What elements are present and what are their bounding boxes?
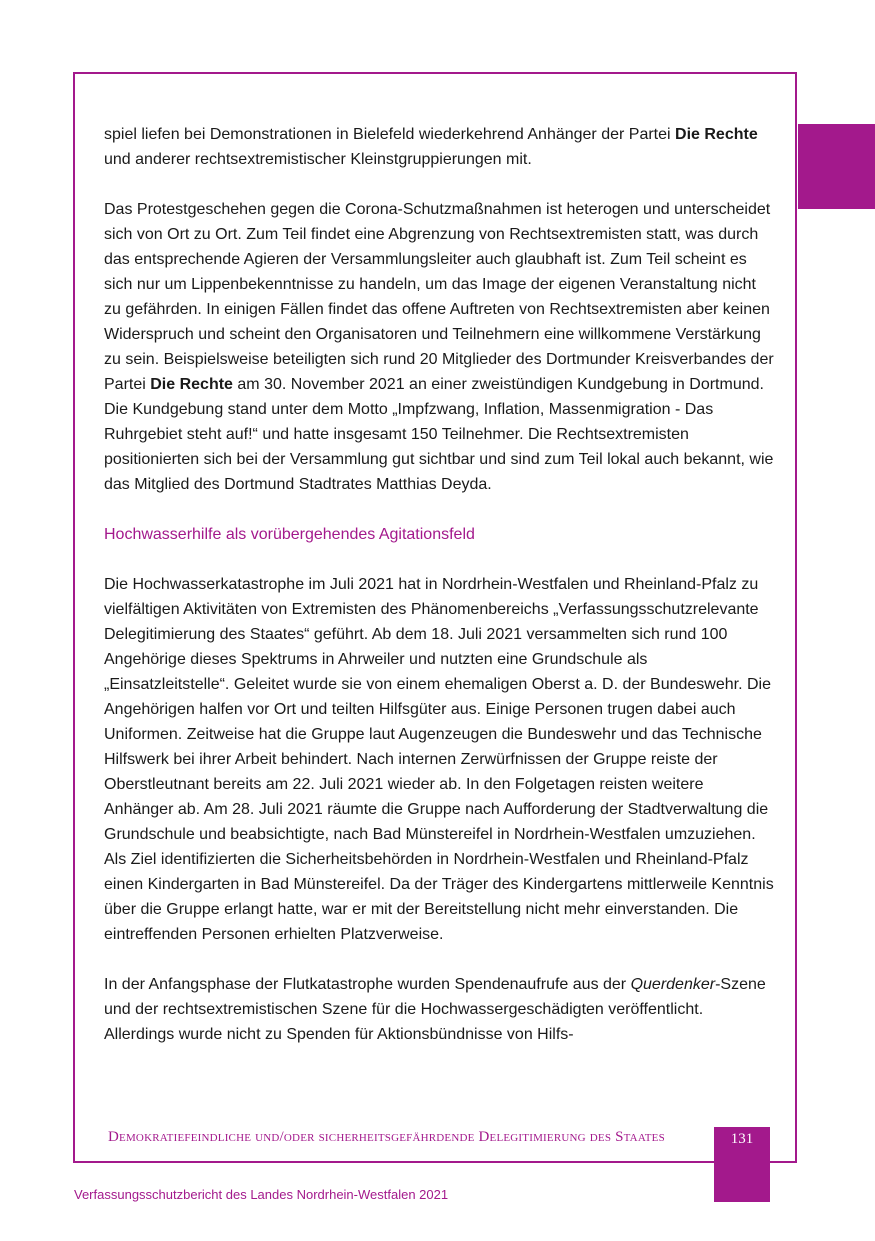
party-name-bold: Die Rechte xyxy=(675,126,758,143)
paragraph-1: spiel liefen bei Demonstrationen in Bielefeld wiederkehrend Anhänger der Partei Die Rechte und anderer rechtsextremistischer Kleinstgruppierungen mit. xyxy=(104,126,758,168)
querdenker-italic: Querdenker xyxy=(630,976,716,993)
party-name-bold: Die Rechte xyxy=(150,376,233,393)
chapter-side-tab xyxy=(798,124,875,209)
body-text xyxy=(104,122,774,1072)
report-title: Verfassungsschutzbericht des Landes Nordrhein-Westfalen 2021 xyxy=(74,1187,449,1202)
page-number: 131 xyxy=(730,1131,754,1147)
running-footer-chapter-title: Demokratiefeindliche und/oder sicherheitsgefährdende Delegitimierung des Staates xyxy=(108,1129,665,1145)
section-heading: Hochwasserhilfe als vorübergehendes Agitationsfeld xyxy=(104,526,475,543)
paragraph-3: Die Hochwasserkatastrophe im Juli 2021 hat in Nordrhein-Westfalen und Rheinland-Pfalz zu vielfältigen Aktivitäten von Extremisten des Phänomenbereichs „Verfassungsschutzrelevante Delegitimierung des Staates“ geführt. Ab dem 18. Juli 2021 versammelten sich rund 100 Angehörige dieses Spektrums in Ahrweiler und nutzten eine Grundschule als „Einsatzleitstelle“. Geleitet wurde sie von einem ehemaligen Oberst a. D. der Bundeswehr. Die Angehörigen halfen vor Ort und teilten Hilfsgüter aus. Einige Personen trugen dabei auch Uniformen. Zeitweise hat die Gruppe laut Augenzeugen die Bundeswehr und das Technische Hilfswerk bei ihrer Arbeit behindert. Nach internen Zerwürfnissen der Gruppe reiste der Oberstleutnant bereits am 22. Juli 2021 wieder ab. In den Folgetagen reisten weitere Anhänger ab. Am 28. Juli 2021 räumte die Gruppe nach Aufforderung der Stadtverwaltung die Grundschule und beabsichtigte, nach Bad Münstereifel in Nordrhein-Westfalen umzuziehen. Als Ziel identifizierten die Sicherheitsbehörden in Nordrhein-Westfalen und Rheinland-Pfalz einen Kindergarten in Bad Münstereifel. Da der Träger des Kindergartens mittlerweile Kenntnis über die Gruppe erlangt hatte, war er mit der Bereitstellung nicht mehr einverstanden. Die eintreffenden Personen erhielten Platzverweise. xyxy=(104,576,774,943)
page-number-box xyxy=(714,1127,770,1202)
paragraph-4: In der Anfangsphase der Flutkatastrophe wurden Spendenaufrufe aus der Querdenker-Szene und der rechtsextremistischen Szene für die Hochwassergeschädigten veröffentlicht. Allerdings wurde nicht zu Spenden für Aktionsbündnisse von Hilfs- xyxy=(104,976,766,1043)
paragraph-2: Das Protestgeschehen gegen die Corona-Schutzmaßnahmen ist heterogen und unterscheidet sich von Ort zu Ort. Zum Teil findet eine Abgrenzung von Rechtsextremisten statt, was durch das entsprechende Agieren der Versammlungsleiter auch glaubhaft ist. Zum Teil scheint es sich nur um Lippenbekenntnisse zu handeln, um das Image der eigenen Veranstaltung nicht zu gefährden. In einigen Fällen findet das offene Auftreten von Rechtsextremisten aber keinen Widerspruch und scheint den Organisatoren und Teilnehmern eine willkommene Verstärkung zu sein. Beispielsweise beteiligten sich rund 20 Mitglieder des Dortmunder Kreisverbandes der Partei Die Rechte am 30. November 2021 an einer zweistündigen Kundgebung in Dortmund. Die Kundgebung stand unter dem Motto „Impfzwang, Inflation, Massenmigration - Das Ruhrgebiet steht auf!“ und hatte insgesamt 150 Teilnehmer. Die Rechtsextremisten positionierten sich bei der Versammlung gut sichtbar und sind zum Teil lokal auch bekannt, wie das Mitglied des Dortmund Stadtrates Matthias Deyda. xyxy=(104,201,774,493)
